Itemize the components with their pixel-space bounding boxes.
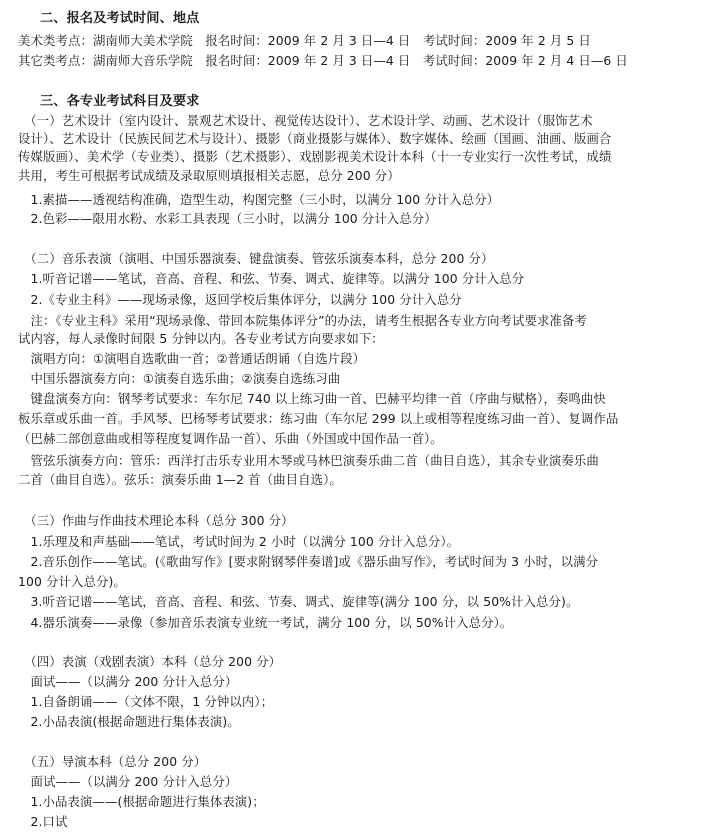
part1-line-4: 共用，考生可根据考试成绩及录取原则填报相关志愿，总分 200 分） bbox=[18, 168, 400, 183]
part2-line-7: 中国乐器演奏方向：①演奏自选乐曲；②演奏自选练习曲 bbox=[18, 371, 341, 386]
part4-line-2: 面试——（以满分 200 分计入总分） bbox=[18, 674, 238, 689]
section2-heading: 二、报名及考试时间、地点 bbox=[40, 11, 200, 26]
part4-line-3: 1.自备朗诵——（文体不限，1 分钟以内）； bbox=[18, 694, 274, 709]
part1-line-2: 设计）、艺术设计（民族民间艺术与设计）、摄影（商业摄影与媒体）、数字媒体、绘画（国画、油画、版画合 bbox=[18, 131, 612, 146]
part2-line-4: 注：《专业主科》采用“现场录像、带回本院集体评分”的办法，请考生根据各专业方向考试要求准备考 bbox=[18, 313, 587, 328]
other-exam-site-line: 其它类考点：湖南师大音乐学院 报名时间：2009 年 2 月 3 日—4 日 考试时间：2009 年 2 月 4 日—6 日 bbox=[18, 53, 628, 68]
part2-line-12: 二首（曲目自选）。弦乐：演奏乐曲 1—2 首（曲目自选）。 bbox=[18, 472, 342, 487]
part3-line-2: 1.乐理及和声基础——笔试，考试时间为 2 小时（以满分 100 分计入总分）。 bbox=[18, 534, 460, 549]
part2-line-1: （二）音乐表演（演唱、中国乐器演奏、键盘演奏、管弦乐演奏本科，总分 200 分） bbox=[18, 251, 494, 266]
part5-line-1: （五）导演本科（总分 200 分） bbox=[18, 754, 207, 769]
part5-line-4: 2.口试 bbox=[18, 814, 68, 829]
part2-line-10: （巴赫二部创意曲或相等程度复调作品一首）、乐曲（外国或中国作品一首）。 bbox=[18, 431, 443, 446]
art-exam-site-line: 美术类考点：湖南师大美术学院 报名时间：2009 年 2 月 3 日—4 日 考试时间：2009 年 2 月 5 日 bbox=[18, 33, 591, 48]
part2-line-5: 试内容，每人录像时间限 5 分钟以内。各专业考试方向要求如下： bbox=[18, 331, 384, 346]
part4-line-4: 2.小品表演(根据命题进行集体表演)。 bbox=[18, 714, 240, 729]
part1-line-3: 传媒版画）、美术学（专业类）、摄影（艺术摄影）、戏剧影视美术设计本科（十一专业实行一次性考试，成绩 bbox=[18, 149, 612, 164]
part1-line-1: （一）艺术设计（室内设计、景观艺术设计、视觉传达设计）、艺术设计学、动画、艺术设计（服饰艺术 bbox=[18, 113, 593, 128]
part2-line-8: 键盘演奏方向：钢琴考试要求：车尔尼 740 以上练习曲一首、巴赫平均律一首（序曲与赋格），奏鸣曲快 bbox=[18, 391, 606, 406]
part2-line-9: 板乐章或乐曲一首。手风琴、巴杨琴考试要求：练习曲（车尔尼 299 以上或相等程度练习曲一首）、复调作品 bbox=[18, 411, 619, 426]
part2-line-2: 1.听音记谱——笔试，音高、音程、和弦、节奏、调式、旋律等。以满分 100 分计入总分 bbox=[18, 271, 525, 286]
part2-line-11: 管弦乐演奏方向：管乐：西洋打击乐专业用木琴或马林巴演奏乐曲二首（曲目自选），其余专业演奏乐曲 bbox=[18, 453, 599, 468]
part4-line-1: （四）表演（戏剧表演）本科（总分 200 分） bbox=[18, 654, 282, 669]
part1-line-5: 1.素描——透视结构准确，造型生动，构图完整（三小时，以满分 100 分计入总分） bbox=[18, 192, 500, 207]
part3-line-6: 4.器乐演奏——录像（参加音乐表演专业统一考试，满分 100 分，以 50%计入总分）。 bbox=[18, 615, 513, 630]
part1-line-6: 2.色彩——限用水粉、水彩工具表现（三小时，以满分 100 分计入总分） bbox=[18, 211, 437, 226]
part5-line-3: 1.小品表演——(根据命题进行集体表演)； bbox=[18, 794, 265, 809]
section3-heading: 三、各专业考试科目及要求 bbox=[40, 94, 200, 109]
part5-line-2: 面试——（以满分 200 分计入总分） bbox=[18, 774, 238, 789]
part3-line-3: 2.音乐创作——笔试。(《歌曲写作》[要求附钢琴伴奏谱]或《器乐曲写作》，考试时间为 3 小时，以满分 bbox=[18, 554, 599, 569]
part3-line-1: （三）作曲与作曲技术理论本科（总分 300 分） bbox=[18, 513, 294, 528]
part3-line-4: 100 分计入总分)。 bbox=[18, 574, 126, 589]
part3-line-5: 3.听音记谱——笔试，音高、音程、和弦、节奏、调式、旋律等(满分 100 分，以 50%计入总分)。 bbox=[18, 594, 579, 609]
part2-line-3: 2.《专业主科》——现场录像，返回学校后集体评分，以满分 100 分计入总分 bbox=[18, 292, 462, 307]
part2-line-6: 演唱方向：①演唱自选歌曲一首；②普通话朗诵（自选片段） bbox=[18, 351, 366, 366]
